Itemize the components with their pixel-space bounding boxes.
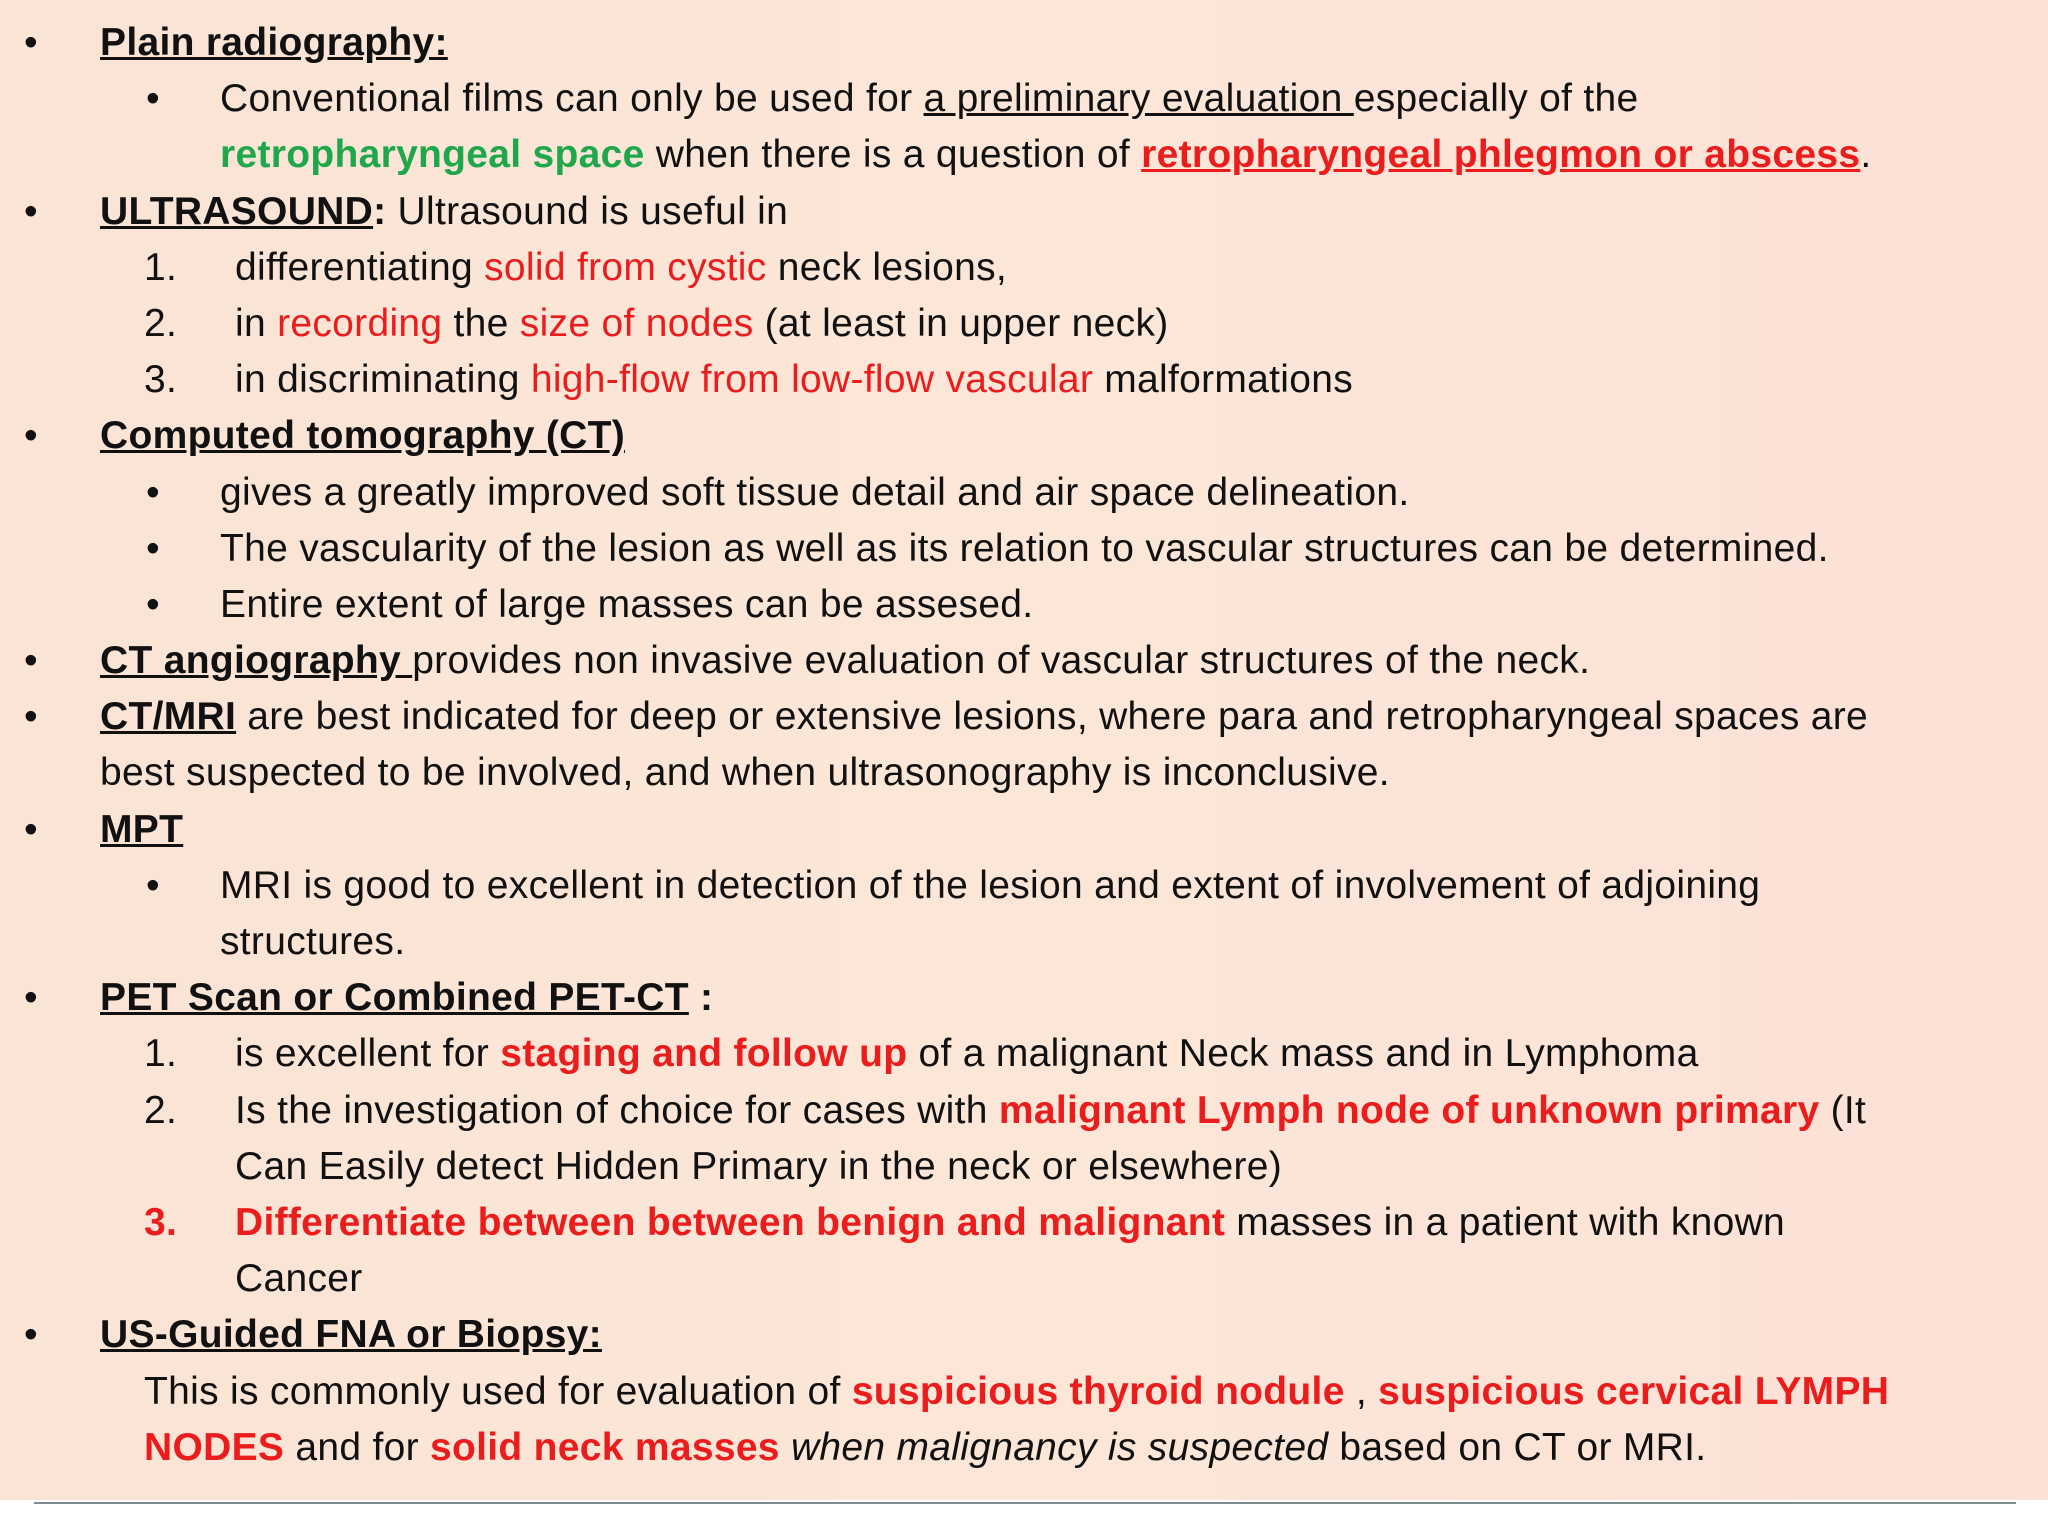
heading-us-guided: US-Guided FNA or Biopsy: <box>100 1313 602 1357</box>
bullet-icon: • <box>24 1313 38 1357</box>
item-number: 2. <box>144 301 178 345</box>
text-run: . <box>1860 133 1872 177</box>
pet-line <box>100 970 713 1026</box>
numbered-item <box>0 1083 2048 1139</box>
list-item <box>0 858 2048 914</box>
list-item <box>0 521 2048 577</box>
numbered-item <box>0 240 2048 296</box>
item-text: gives a greatly improved soft tissue detail and air space delineation. <box>220 470 1410 514</box>
heading-ct: Computed tomography (CT) <box>100 414 625 458</box>
text-run: neck lesions, <box>766 245 1008 289</box>
list-item <box>0 71 2048 127</box>
underlined-text: a preliminary evaluation <box>923 77 1354 121</box>
item-text: Cancer <box>235 1257 363 1301</box>
heading-ct-mri: CT/MRI <box>100 695 237 739</box>
text-run: and for <box>284 1425 430 1469</box>
text-run: the <box>442 301 520 345</box>
item-text: Can Easily detect Hidden Primary in the neck or elsewhere) <box>235 1144 1283 1188</box>
item-text <box>220 71 1639 127</box>
heading-colon: : <box>688 976 714 1020</box>
text-run: This is commonly used for evaluation of <box>144 1369 852 1413</box>
item-text <box>235 1195 1785 1251</box>
italic-text: when malignancy is suspected <box>790 1425 1329 1469</box>
highlight-red: size of nodes <box>519 301 754 345</box>
text-run: is excellent for <box>235 1032 501 1076</box>
item-number: 1. <box>144 245 178 289</box>
text-run: differentiating <box>235 245 485 289</box>
highlight-red: suspicious thyroid nodule <box>851 1369 1345 1413</box>
text-run: are best indicated for deep or extensive lesions, where para and retropharyngeal spaces are <box>236 695 1869 739</box>
text-run: best suspected to be involved, and when ultrasonography is inconclusive. <box>100 751 1390 795</box>
section-ct-mri <box>0 689 2048 745</box>
highlight-red: retropharyngeal phlegmon or abscess <box>1141 133 1861 177</box>
text-run: malformations <box>1093 358 1354 402</box>
text-run: in <box>235 301 278 345</box>
paragraph-text <box>144 1420 1706 1476</box>
heading-mpt: MPT <box>100 807 184 851</box>
section-mpt <box>0 802 2048 858</box>
us-guided-text <box>0 1364 2048 1420</box>
item-number: 1. <box>144 1032 178 1076</box>
section-pet <box>0 970 2048 1026</box>
bullet-icon: • <box>24 639 38 683</box>
bullet-icon: • <box>146 582 160 626</box>
text-run: Is the investigation of choice for cases with <box>235 1088 999 1132</box>
text-run <box>780 1426 791 1469</box>
numbered-item-continuation <box>0 1139 2048 1195</box>
text-run: especially of the <box>1353 77 1639 121</box>
bullet-icon: • <box>24 189 38 233</box>
text-run: of a malignant Neck mass and in Lymphoma <box>907 1032 1699 1076</box>
footer-divider <box>34 1502 2016 1504</box>
list-item-continuation <box>0 914 2048 970</box>
bullet-icon: • <box>24 695 38 739</box>
section-plain-radiography <box>0 15 2048 71</box>
highlight-red: solid neck masses <box>430 1425 780 1469</box>
highlight-red: solid from cystic <box>484 245 767 289</box>
heading-ct-angiography: CT angiography <box>100 639 413 683</box>
ultrasound-line <box>100 184 788 240</box>
heading-pet: PET Scan or Combined PET-CT <box>100 976 689 1020</box>
section-ultrasound <box>0 184 2048 240</box>
ct-mri-line <box>100 689 1868 745</box>
section-ct <box>0 408 2048 464</box>
numbered-item <box>0 1195 2048 1251</box>
highlight-red: malignant Lymph node of unknown primary <box>998 1088 1820 1132</box>
item-text <box>235 352 1353 408</box>
numbered-item <box>0 296 2048 352</box>
numbered-item <box>0 1026 2048 1082</box>
list-item <box>0 577 2048 633</box>
text-run: in discriminating <box>235 358 531 402</box>
bullet-icon: • <box>146 470 160 514</box>
item-text: Entire extent of large masses can be assesed. <box>220 582 1034 626</box>
numbered-item-continuation <box>0 1251 2048 1307</box>
heading-colon: : <box>373 189 387 233</box>
item-text <box>235 1026 1699 1082</box>
bullet-icon: • <box>24 976 38 1020</box>
item-text <box>220 127 1872 183</box>
highlight-red: suspicious cervical LYMPH <box>1378 1369 1890 1413</box>
numbered-item <box>0 352 2048 408</box>
section-us-guided <box>0 1307 2048 1363</box>
item-text <box>235 240 1007 296</box>
item-text <box>235 1083 1866 1139</box>
highlight-red: high-flow from low-flow vascular <box>530 358 1094 402</box>
list-item-continuation <box>0 127 2048 183</box>
slide-content <box>0 15 2048 1476</box>
highlight-red: NODES <box>144 1425 285 1469</box>
ct-angiography-line <box>100 633 1590 689</box>
ct-mri-continuation <box>0 745 2048 801</box>
item-text: The vascularity of the lesion as well as its relation to vascular structures can be determined. <box>220 526 1829 570</box>
item-number: 3. <box>144 1200 178 1244</box>
text-run: (at least in upper neck) <box>753 301 1169 345</box>
text-run: masses in a patient with known <box>1225 1200 1786 1244</box>
text-run: Ultrasound is useful in <box>386 189 789 233</box>
highlight-red: recording <box>277 301 443 345</box>
paragraph-text <box>144 1364 1889 1420</box>
highlight-red: staging and follow up <box>500 1032 908 1076</box>
text-run: , <box>1344 1369 1379 1413</box>
text-run: when there is a question of <box>644 133 1142 177</box>
bullet-icon: • <box>146 77 160 121</box>
heading-plain-radiography: Plain radiography: <box>100 21 448 64</box>
item-number: 2. <box>144 1088 178 1132</box>
section-ct-angiography <box>0 633 2048 689</box>
item-text <box>235 296 1169 352</box>
bullet-icon: • <box>146 863 160 907</box>
bullet-icon: • <box>24 807 38 851</box>
us-guided-text-continuation <box>0 1420 2048 1476</box>
heading-ultrasound: ULTRASOUND <box>100 189 374 233</box>
text-run: Conventional films can only be used for <box>220 77 924 121</box>
item-number: 3. <box>144 358 178 402</box>
bullet-icon: • <box>24 21 38 64</box>
text-run: based on CT or MRI. <box>1328 1425 1707 1469</box>
highlight-green: retropharyngeal space <box>220 133 645 177</box>
bullet-icon: • <box>146 526 160 570</box>
text-run: provides non invasive evaluation of vascular structures of the neck. <box>412 639 1591 683</box>
bullet-icon: • <box>24 414 38 458</box>
text-run: (It <box>1819 1088 1867 1132</box>
list-item <box>0 465 2048 521</box>
item-text: MRI is good to excellent in detection of the lesion and extent of involvement of adjoining <box>220 863 1761 907</box>
highlight-red: Differentiate between between benign and malignant <box>235 1200 1226 1244</box>
item-text: structures. <box>220 920 406 963</box>
